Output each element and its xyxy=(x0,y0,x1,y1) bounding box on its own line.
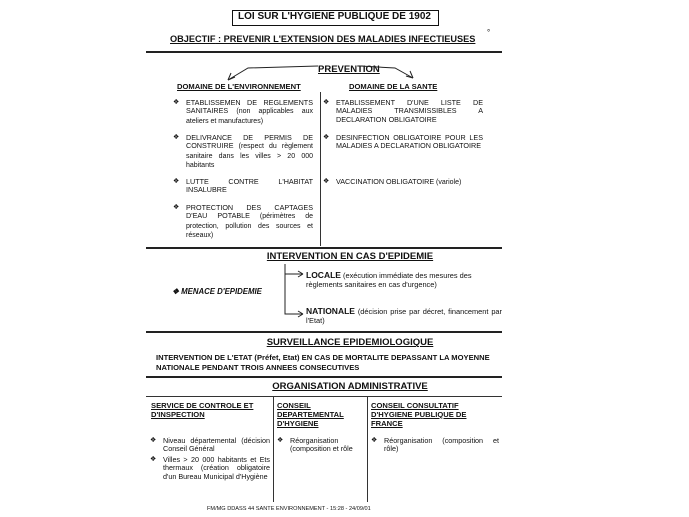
org-col-title: CONSEIL CONSULTATIF D'HYGIENE PUBLIQUE DE FRANCE xyxy=(371,401,467,428)
env-item: ❖ ETABLISSEMEN DE REGLEMENTS SANITAIRES (non applicables aux ateliers et manufactures) xyxy=(173,98,313,125)
diamond-bullet-icon: ❖ xyxy=(150,437,157,444)
sante-domain-title: DOMAINE DE LA SANTE xyxy=(349,82,438,91)
diamond-bullet-icon: ❖ xyxy=(173,99,180,106)
org-col-title: SERVICE DE CONTROLE ET D'INSPECTION xyxy=(151,401,254,419)
menace-epidemie: ❖ MENACE D'EPIDEMIE xyxy=(172,287,262,296)
diamond-bullet-icon: ❖ xyxy=(173,134,180,141)
env-domain-title: DOMAINE DE L'ENVIRONNEMENT xyxy=(177,82,301,91)
divider-surveillance xyxy=(146,331,502,333)
diamond-bullet-icon: ❖ xyxy=(172,287,179,296)
surveillance-text: INTERVENTION DE L'ETAT (Préfet, Etat) EN CAS DE MORTALITE DEPASSANT LA MOYENNE NATIONALE PENDANT TROIS ANNEES CONSECUTIVES xyxy=(156,353,490,372)
diamond-bullet-icon: ❖ xyxy=(277,437,284,444)
sante-item: ❖ VACCINATION OBLIGATOIRE (variole) xyxy=(323,177,462,186)
diamond-bullet-icon: ❖ xyxy=(150,456,157,463)
objective-text: : PREVENIR L'EXTENSION DES MALADIES INFECTIEUSES xyxy=(215,34,476,44)
locale-line: LOCALE (exécution immédiate des mesures des règlements sanitaires en cas d'urgence) xyxy=(306,270,472,289)
epidemie-heading: INTERVENTION EN CAS D'EPIDEMIE xyxy=(266,251,434,262)
env-item: ❖ PROTECTION DES CAPTAGES D'EAU POTABLE (périmètres de protection, pollution des sources et réseaux) xyxy=(173,203,313,239)
organisation-heading: ORGANISATION ADMINISTRATIVE xyxy=(272,381,428,392)
objective-line xyxy=(170,34,475,44)
corner-mark: ° xyxy=(487,28,491,37)
org-item: ❖ Villes > 20 000 habitants et Ets thermaux (création obligatoire d'un Bureau Municipal d'Hygiène xyxy=(150,455,270,481)
org-col-divider-1 xyxy=(273,397,274,502)
divider-organisation xyxy=(146,376,502,378)
org-item: ❖ Réorganisation (composition et rôle xyxy=(277,436,353,454)
org-item: ❖ Niveau départemental (décision Conseil Général xyxy=(150,436,270,454)
diamond-bullet-icon: ❖ xyxy=(323,134,330,141)
diamond-bullet-icon: ❖ xyxy=(173,204,180,211)
env-item: ❖ DELIVRANCE DE PERMIS DE CONSTRUIRE (respect du règlement sanitaire dans les villes > 20 000 habitants xyxy=(173,133,313,169)
footer-text: FM/MG DDASS 44 SANTE ENVIRONNEMENT - 15:28 - 24/09/01 xyxy=(207,506,371,512)
diamond-bullet-icon: ❖ xyxy=(173,178,180,185)
sante-item: ❖ ETABLISSEMENT D'UNE LISTE DE MALADIES TRANSMISSIBLES A DECLARATION OBLIGATOIRE xyxy=(323,98,483,124)
org-item: ❖ Réorganisation (composition et rôle) xyxy=(371,436,499,454)
diamond-bullet-icon: ❖ xyxy=(323,178,330,185)
divider-epidemie xyxy=(146,247,502,249)
diamond-bullet-icon: ❖ xyxy=(371,437,378,444)
diamond-bullet-icon: ❖ xyxy=(323,99,330,106)
prevention-column-divider xyxy=(320,92,321,246)
sante-item: ❖ DESINFECTION OBLIGATOIRE POUR LES MALADIES A DECLARATION OBLIGATOIRE xyxy=(323,133,483,151)
organisation-rule xyxy=(146,396,502,397)
env-item: ❖ LUTTE CONTRE L'HABITAT INSALUBRE xyxy=(173,177,313,195)
objective-label: OBJECTIF xyxy=(170,34,216,44)
page-title: LOI SUR L'HYGIENE PUBLIQUE DE 1902 xyxy=(238,11,431,22)
org-col-title: CONSEIL DEPARTEMENTAL D'HYGIENE xyxy=(277,401,344,428)
org-col-divider-2 xyxy=(367,397,368,502)
nationale-line: NATIONALE (décision prise par décret, financement par l'Etat) xyxy=(306,306,502,325)
divider-top xyxy=(146,51,502,53)
prevention-heading: PREVENTION xyxy=(318,64,380,75)
surveillance-heading: SURVEILLANCE EPIDEMIOLOGIQUE xyxy=(266,337,434,348)
